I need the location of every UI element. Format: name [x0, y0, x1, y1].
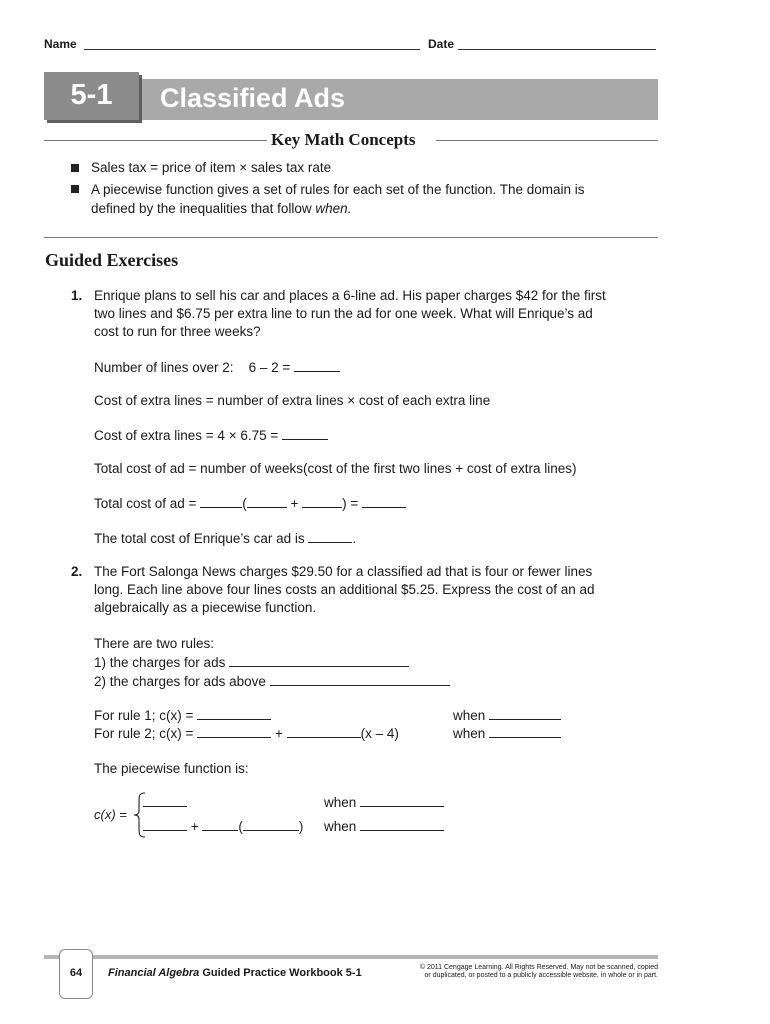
- ex1-text-2: two lines and $6.75 per extra line to run the ad for one week. What will Enrique’s ad: [94, 306, 593, 321]
- answer-blank[interactable]: [362, 494, 406, 508]
- book-title-rest: Guided Practice Workbook 5-1: [199, 967, 362, 979]
- lesson-number: 5-1: [70, 79, 113, 111]
- answer-blank[interactable]: [302, 494, 342, 508]
- piecewise-row-2: [143, 817, 303, 836]
- paren-close-equals: ) =: [342, 496, 359, 511]
- ex1-step5-text: Total cost of ad =: [94, 496, 197, 511]
- copyright-line-1: © 2011 Cengage Learning. All Rights Reserved. May not be scanned, copied: [419, 964, 658, 971]
- plus-sign: +: [274, 726, 283, 741]
- name-line[interactable]: [84, 49, 420, 50]
- answer-blank[interactable]: [247, 494, 287, 508]
- answer-blank[interactable]: [200, 494, 242, 508]
- ex2-for-rule2-text: For rule 2; c(x) =: [94, 726, 194, 741]
- lesson-number-box: [44, 72, 139, 120]
- answer-blank[interactable]: [243, 817, 299, 831]
- ex2-for-rule1: [94, 706, 271, 725]
- ex1-step-formula: Cost of extra lines = number of extra lines × cost of each extra line: [94, 393, 491, 408]
- ex1-text-1: Enrique plans to sell his car and places a 6-line ad. His paper charges $42 for the first: [94, 288, 606, 303]
- when-label: when: [453, 708, 486, 723]
- copyright-line-2: or duplicated, or posted to a publicly accessible website, in whole or in part.: [424, 972, 658, 979]
- x-minus-4: (x – 4): [360, 726, 399, 741]
- piecewise-cx: c(x) =: [94, 807, 127, 822]
- ex2-rule2-text: 2) the charges for ads above: [94, 674, 266, 689]
- answer-blank[interactable]: [287, 724, 361, 738]
- ex2-number: 2.: [71, 564, 83, 579]
- concept-piecewise-cont: [91, 200, 351, 218]
- ex1-step1-text: Number of lines over 2: 6 – 2 =: [94, 360, 291, 375]
- ex1-step-lines-over: [94, 358, 340, 377]
- answer-blank[interactable]: [489, 706, 561, 720]
- ex1-step-total: [94, 494, 406, 513]
- paren-close: ): [298, 819, 304, 834]
- answer-blank[interactable]: [197, 724, 271, 738]
- section-divider: [44, 237, 658, 238]
- plus-sign: +: [190, 819, 199, 834]
- ex2-text-3: algebraically as a piecewise function.: [94, 600, 317, 615]
- key-math-rule-right: [436, 140, 658, 141]
- date-label: Date: [428, 37, 455, 51]
- footer-rule: [44, 955, 658, 959]
- book-title-italic: Financial Algebra: [108, 967, 200, 979]
- ex2-rule2: [94, 672, 450, 691]
- ex2-rule1-text: 1) the charges for ads: [94, 655, 226, 670]
- date-line[interactable]: [458, 49, 656, 50]
- when-label: when: [324, 795, 357, 810]
- ex1-step-total-formula: Total cost of ad = number of weeks(cost of the first two lines + cost of extra lines): [94, 461, 577, 476]
- answer-blank[interactable]: [270, 672, 450, 686]
- page-title: Classified Ads: [160, 83, 346, 113]
- answer-blank[interactable]: [202, 817, 238, 831]
- ex2-for-rule1-text: For rule 1; c(x) =: [94, 708, 194, 723]
- ex1-step6-text: The total cost of Enrique’s car ad is: [94, 531, 305, 546]
- answer-blank[interactable]: [143, 793, 187, 807]
- ex2-rules-intro: There are two rules:: [94, 636, 215, 651]
- page-number: 64: [69, 967, 83, 979]
- answer-blank[interactable]: [489, 724, 561, 738]
- bullet-square: [71, 164, 79, 172]
- concept-when: when.: [315, 201, 352, 216]
- name-label: Name: [44, 37, 77, 51]
- when-label: when: [324, 819, 357, 834]
- concept-sales-tax: Sales tax = price of item × sales tax rate: [91, 160, 332, 175]
- concept-piecewise: A piecewise function gives a set of rules for each set of the function. The domain is: [91, 182, 585, 197]
- ex1-step-conclusion: [94, 529, 356, 548]
- when-label: when: [453, 726, 486, 741]
- answer-blank[interactable]: [308, 529, 352, 543]
- ex1-step3-text: Cost of extra lines = 4 × 6.75 =: [94, 428, 279, 443]
- ex1-step-extra-cost: [94, 426, 328, 445]
- answer-blank[interactable]: [282, 426, 328, 440]
- ex2-for-rule2-when: [453, 724, 561, 743]
- ex2-for-rule1-when: [453, 706, 561, 725]
- answer-blank[interactable]: [360, 793, 444, 807]
- key-math-rule-left: [44, 140, 267, 141]
- piecewise-row-1-when: [324, 793, 444, 812]
- paren-open: (: [238, 819, 243, 834]
- bullet-square: [71, 185, 79, 193]
- ex2-text-2: long. Each line above four lines costs an additional $5.25. Express the cost of an ad: [94, 582, 595, 597]
- guided-heading: Guided Exercises: [45, 250, 179, 270]
- piecewise-row-2-when: [324, 817, 444, 836]
- concept-piecewise-text: defined by the inequalities that follow: [91, 201, 312, 216]
- piecewise-row-1: [143, 793, 187, 812]
- answer-blank[interactable]: [229, 653, 409, 667]
- key-math-heading: Key Math Concepts: [271, 130, 416, 149]
- ex2-rule1: [94, 653, 409, 672]
- answer-blank[interactable]: [197, 706, 271, 720]
- ex1-text-3: cost to run for three weeks?: [94, 324, 261, 339]
- ex2-piecewise-intro: The piecewise function is:: [94, 761, 249, 776]
- plus-sign: +: [290, 496, 299, 511]
- answer-blank[interactable]: [360, 817, 444, 831]
- ex1-number: 1.: [71, 288, 83, 303]
- period: .: [352, 531, 357, 546]
- book-title: [108, 967, 362, 979]
- ex2-for-rule2: [94, 724, 399, 743]
- answer-blank[interactable]: [143, 817, 187, 831]
- ex2-text-1: The Fort Salonga News charges $29.50 for a classified ad that is four or fewer lines: [94, 564, 593, 579]
- answer-blank[interactable]: [294, 358, 340, 372]
- paren-open: (: [242, 496, 247, 511]
